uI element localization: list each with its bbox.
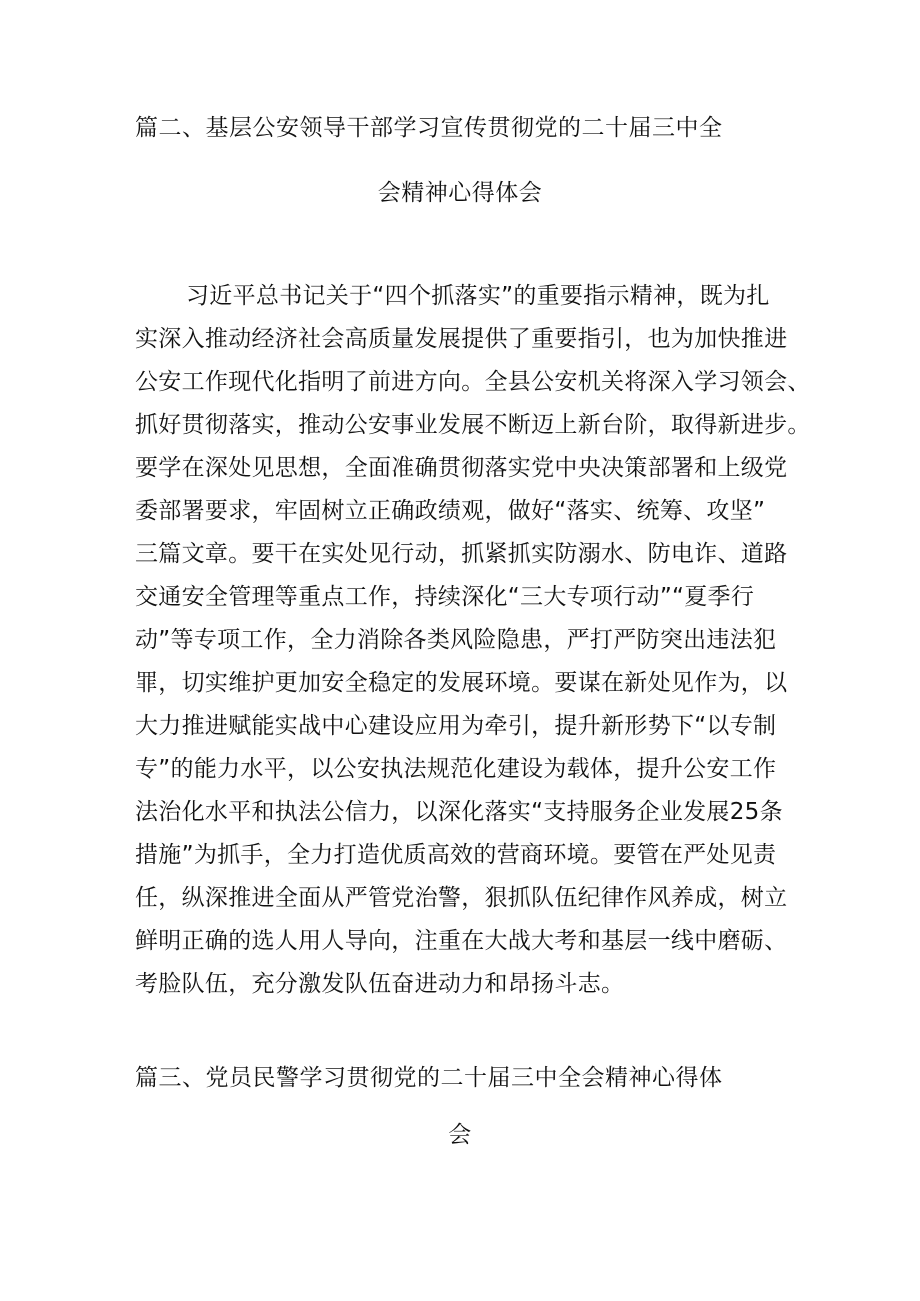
paragraph-line: 实深入推动经济社会高质量发展提供了重要指引，也为加快推进: [135, 326, 788, 352]
section-two-title-line2: 会精神心得体会: [377, 180, 543, 206]
section-two-title-line1: 篇二、基层公安领导干部学习宣传贯彻党的二十届三中全: [135, 115, 723, 141]
paragraph-line: 罪，切实维护更加安全稳定的发展环境。要谋在新处见作为，以: [135, 670, 788, 696]
paragraph-line: 措施”为抓手，全力打造优质高效的营商环境。要管在严处见责: [135, 842, 777, 868]
paragraph-line: 考脸队伍，充分激发队伍奋进动力和昂扬斗志。: [135, 971, 625, 997]
paragraph-line: 大力推进赋能实战中心建设应用为牵引，提升新形势下“以专制: [135, 713, 777, 739]
paragraph-line: 要学在深处见思想，全面准确贯彻落实党中央决策部署和上级党: [135, 455, 788, 481]
paragraph-line: 公安工作现代化指明了前进方向。全县公安机关将深入学习领会、: [135, 369, 811, 395]
paragraph-line: 交通安全管理等重点工作，持续深化“三大专项行动”“夏季行: [135, 584, 755, 610]
paragraph-line: 鲜明正确的选人用人导向，注重在大战大考和基层一线中磨砺、: [135, 928, 788, 954]
paragraph-line: 专”的能力水平，以公安执法规范化建设为载体，提升公安工作: [135, 756, 777, 782]
paragraph-line: 三篇文章。要干在实处见行动，抓紧抓实防溺水、防电诈、道路: [135, 541, 788, 567]
paragraph-line: 抓好贯彻落实，推动公安事业发展不断迈上新台阶，取得新进步。: [135, 412, 811, 438]
paragraph-line: 动”等专项工作，全力消除各类风险隐患，严打严防突出违法犯: [135, 627, 777, 653]
paragraph-line: 任，纵深推进全面从严管党治警，狠抓队伍纪律作风养成，树立: [135, 885, 788, 911]
paragraph-line: 委部署要求，牢固树立正确政绩观，做好“落实、统筹、攻坚”: [135, 498, 766, 524]
paragraph-line: 习近平总书记关于“四个抓落实”的重要指示精神，既为扎: [186, 283, 770, 309]
section-three-title-line1: 篇三、党员民警学习贯彻党的二十届三中全会精神心得体: [135, 1065, 723, 1091]
section-three-title-line2: 会: [448, 1122, 472, 1148]
paragraph-line: 法治化水平和执法公信力，以深化落实“支持服务企业发展25条: [135, 799, 783, 825]
